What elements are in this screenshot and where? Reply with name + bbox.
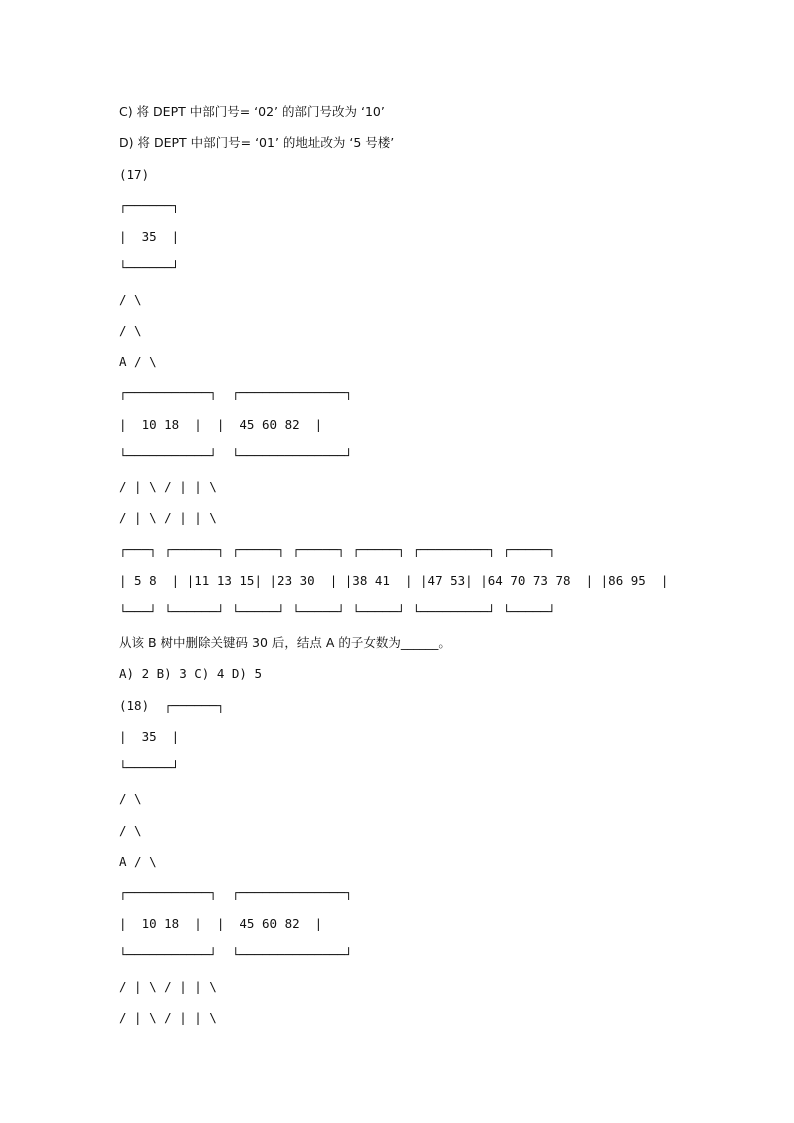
q18-branch-line: / | \ / | | \ bbox=[119, 979, 217, 994]
q18-level2-box-top: ┌───────────┐ ┌──────────────┐ bbox=[119, 885, 353, 900]
q18-root-box-bottom: └──────┘ bbox=[119, 760, 180, 775]
q17-level2-values: | 10 18 | | 45 60 82 | bbox=[119, 417, 323, 432]
q18-branch-line: / \ bbox=[119, 823, 142, 838]
q17-branch-line: / \ bbox=[119, 323, 142, 338]
q17-leaf-values: | 5 8 | |11 13 15| |23 30 | |38 41 | |47 53| |64 70 73 78 | |86 95 | bbox=[119, 573, 669, 588]
q18-level2-values: | 10 18 | | 45 60 82 | bbox=[119, 916, 323, 931]
q17-root-box-value: | 35 | bbox=[119, 229, 180, 244]
q18-branch-line: / \ bbox=[119, 791, 142, 806]
q18-branch-line: / | \ / | | \ bbox=[119, 1010, 217, 1025]
question-18-number: (18) ┌──────┐ bbox=[119, 698, 225, 713]
q17-answer-options: A) 2 B) 3 C) 4 D) 5 bbox=[119, 666, 262, 681]
q17-root-box-bottom: └──────┘ bbox=[119, 260, 180, 275]
q18-level2-box-bottom: └───────────┘ └──────────────┘ bbox=[119, 947, 353, 962]
option-d-line: D) 将 DEPT 中部门号= ‘01’ 的地址改为 ‘5 号楼’ bbox=[119, 135, 395, 150]
q17-root-box-top: ┌──────┐ bbox=[119, 198, 180, 213]
q17-level2-box-bottom: └───────────┘ └──────────────┘ bbox=[119, 448, 353, 463]
question-17-number: (17) bbox=[119, 167, 150, 182]
q17-branch-line: / | \ / | | \ bbox=[119, 510, 217, 525]
q18-root-box-value: | 35 | bbox=[119, 729, 180, 744]
q17-leaf-box-top: ┌───┐ ┌──────┐ ┌─────┐ ┌─────┐ ┌─────┐ ┌─────────┐ ┌─────┐ bbox=[119, 542, 556, 557]
q17-question-text: 从该 B 树中删除关键码 30 后，结点 A 的子女数为______。 bbox=[119, 635, 451, 650]
q17-branch-line: / | \ / | | \ bbox=[119, 479, 217, 494]
q17-level2-box-top: ┌───────────┐ ┌──────────────┐ bbox=[119, 385, 353, 400]
q17-branch-line: / \ bbox=[119, 292, 142, 307]
q17-leaf-box-bottom: └───┘ └──────┘ └─────┘ └─────┘ └─────┘ └─────────┘ └─────┘ bbox=[119, 604, 556, 619]
option-c-line: C) 将 DEPT 中部门号= ‘02’ 的部门号改为 ‘10’ bbox=[119, 104, 385, 119]
q18-node-a-label: A / \ bbox=[119, 854, 157, 869]
q17-node-a-label: A / \ bbox=[119, 354, 157, 369]
